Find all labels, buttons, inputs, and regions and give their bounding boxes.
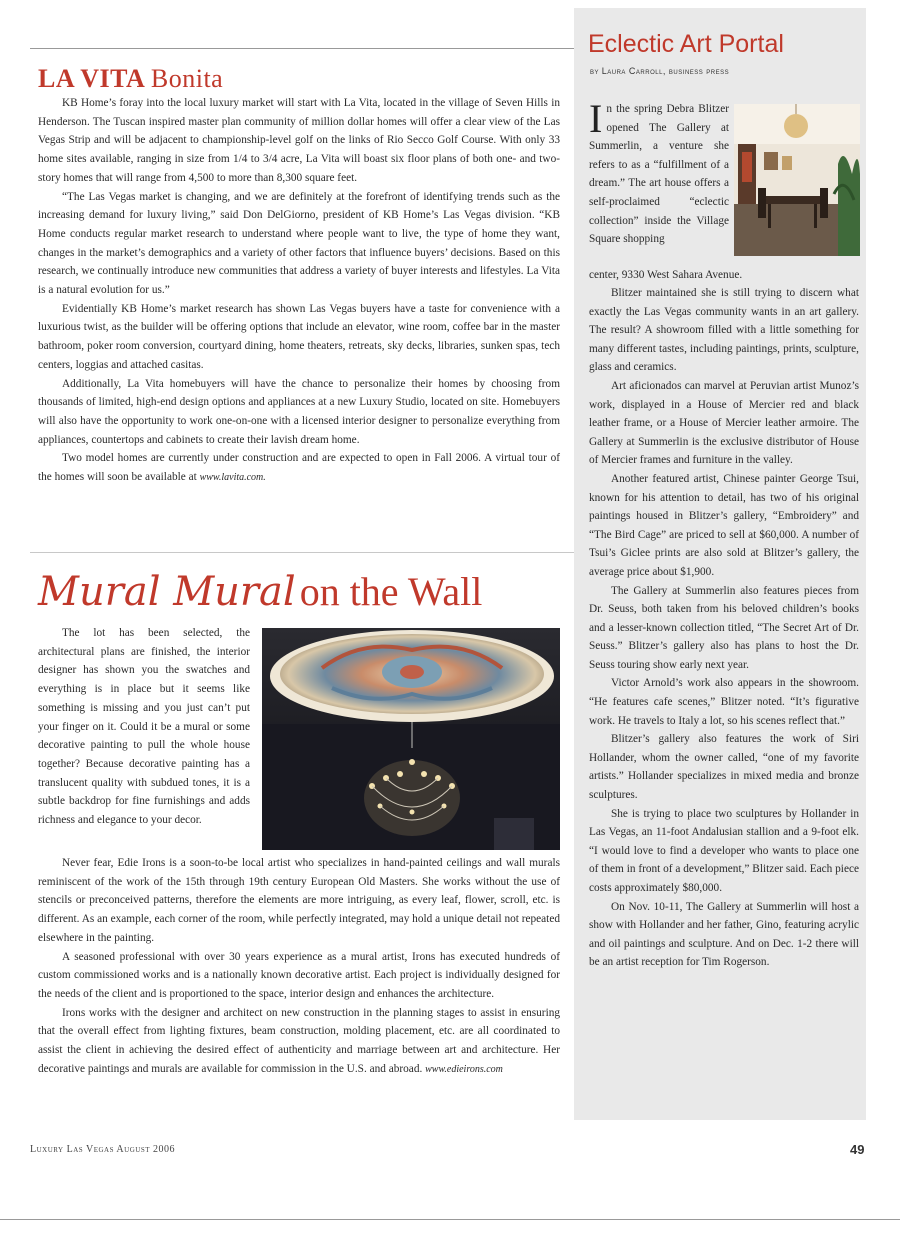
gallery-interior-photo bbox=[734, 104, 860, 256]
portal-intro-paragraph bbox=[589, 96, 729, 249]
section-divider bbox=[30, 552, 590, 553]
lavita-paragraph-last bbox=[38, 449, 560, 487]
drop-cap: I bbox=[589, 96, 603, 141]
portal-paragraph: Blitzer maintained she is still trying to discern what exactly the Las Vegas community wants in an art gallery. The result? A showroom filled with a little something for many different tastes, including paintings, prints, sculpture, glass and ceramics. bbox=[589, 287, 859, 374]
footer-publication: Luxury Las Vegas August 2006 bbox=[30, 1144, 175, 1155]
lavita-headline-bold: LA VITA bbox=[38, 64, 144, 93]
portal-article-body bbox=[589, 284, 859, 972]
lavita-paragraph: Additionally, La Vita homebuyers will have the chance to personalize their homes by choosing from thousands of limited, high-end design options and appliances at a new Luxury Studio, located on site. Homebuyers will also have the opportunity to work one-on-one with a licensed interior designer to personalize everything from appliances, countertops and cabinets to create their lavish dream home. bbox=[38, 377, 560, 446]
portal-byline bbox=[590, 66, 729, 76]
byline-prefix: by bbox=[590, 66, 600, 76]
lavita-headline-thin: Bonita bbox=[150, 64, 224, 93]
portal-intro-text: n the spring Debra Blitzer opened The Gallery at Summerlin, a venture she refers to as a “fulfillment of a dream.” The art house offers a self-proclaimed “eclectic collection” inside the Village Square shopping bbox=[589, 103, 729, 246]
lavita-paragraph: Evidentially KB Home’s market research has shown Las Vegas buyers have a taste for convenience with a luxurious twist, as the builder will be offering options that include an elevator, wine room, coffee bar in the master bathroom, poker room conversion, courtyard dining, home theaters, retreats, sky decks, libraries, sunken spas, tech centers, loggias and attached casitas. bbox=[38, 302, 560, 371]
mural-url-link[interactable]: www.edieirons.com bbox=[425, 1063, 503, 1075]
mural-intro-column bbox=[38, 624, 250, 830]
ceiling-mural-photo bbox=[262, 628, 560, 850]
lavita-last-text: Two model homes are currently under construction and are expected to open in Fall 2006. A virtual tour of the homes will soon be available at bbox=[38, 452, 560, 484]
portal-paragraph: On Nov. 10-11, The Gallery at Summerlin will host a show with Hollander and her father, Gino, featuring acrylic and oil paintings and sculpture. And on Dec. 1-2 there will be an artist reception for Tim Rogerson. bbox=[589, 900, 859, 969]
gallery-interior-illustration bbox=[734, 104, 860, 256]
mural-intro-paragraph: The lot has been selected, the architectural plans are finished, the interior designer has shown you the swatches and everything is in place but it seems like something is missing and you just can’t put your finger on it. Could it be a mural or some decorative painting to pull the whole house together? Because decorative painting has a translucent quality with subdued tones, it is a subtle backdrop for fine furnishings and adds richness and elegance to your decor. bbox=[38, 627, 250, 827]
portal-intro-tail bbox=[589, 266, 859, 285]
portal-intro bbox=[589, 96, 729, 249]
mural-headline-script: Mural Mural bbox=[38, 569, 296, 615]
portal-paragraph: The Gallery at Summerlin also features pieces from Dr. Seuss, both taken from his beloved children’s books and a lesser-known collection titled, “The Secret Art of Dr. Seuss.” Blitzer’s gallery also has plans to host the Dr. Seuss touring show early next year. bbox=[589, 584, 859, 671]
mural-headline-plain: on the Wall bbox=[299, 569, 483, 614]
portal-paragraph: Another featured artist, Chinese painter George Tsui, known for his attention to detail, has two of his original paintings housed in Blitzer’s gallery, “Embroidery” and “The Bird Cage” are priced to sell at $60,000. A number of Tsui’s Giclee prints are also sold at Blitzer’s gallery, the average price about $1,900. bbox=[589, 472, 859, 578]
bottom-rule bbox=[0, 1219, 900, 1220]
top-rule bbox=[30, 48, 578, 49]
byline-name: Laura Carroll, business press bbox=[601, 66, 730, 76]
lavita-headline bbox=[38, 64, 223, 94]
portal-paragraph: Victor Arnold’s work also appears in the showroom. “He features cafe scenes,” Blitzer noted. “It’s figurative work. He travels to Italy a lot, so his scenes reflect that.” bbox=[589, 677, 859, 727]
mural-last-text: Irons works with the designer and architect on new construction in the planning stages to assist in ensuring that the overall effect from lighting fixtures, beam construction, molding placement, etc. are all coordinated to assist the client in achieving the desired effect of authenticity and marriage between art and architecture. Her decorative paintings and murals are available for commission in the U.S. and abroad. bbox=[38, 1006, 560, 1075]
portal-paragraph: Art aficionados can marvel at Peruvian artist Munoz’s work, displayed in a House of Mercier red and black leather frame, or a House of Mercier leather armoire. The Gallery at Summerlin is the exclusive distributor of House of Mercier frames and furniture in the valley. bbox=[589, 379, 859, 467]
mural-paragraph: Never fear, Edie Irons is a soon-to-be local artist who specializes in hand-painted ceilings and wall murals reminiscent of the work of the 15th through 19th century European Old Masters. She works without the use of stencils or preconceived patterns, therefore the elements are more intriguing, as every leaf, flower, scroll, etc. is different. As an example, each corner of the room, while perfectly integrated, may hold a unique detail not repeated elsewhere in the painting. bbox=[38, 857, 560, 944]
ceiling-mural-illustration bbox=[262, 628, 560, 850]
mural-article-body bbox=[38, 854, 560, 1079]
mural-paragraph-last bbox=[38, 1004, 560, 1080]
sidebar-panel bbox=[574, 8, 866, 1120]
lavita-article-body bbox=[38, 94, 560, 488]
lavita-paragraph: “The Las Vegas market is changing, and we are definitely at the forefront of identifying trends such as the increasing demand for luxury living,” said Don DelGiorno, president of KB Home’s Las Vegas division. “KB Home conducts regular market research to understand where people want to live, the type of home they want, changes in the market’s demographics and a variety of other factors that influence buyers’ decisions. Based on this research, we continually introduce new communities that address a variety of buyer interests and lifestyles. La Vita is a natural evolution for us.” bbox=[38, 190, 560, 297]
lavita-paragraph: KB Home’s foray into the local luxury market will start with La Vita, located in the village of Seven Hills in Henderson. The Tuscan inspired master plan community of million dollar homes will offer a clear view of the Las Vegas Strip and will be adjacent to championship-level golf on the links of Rio Secco Golf Course. With only 33 home sites available, ranging in size from 1/4 to 3/4 acre, La Vita will boast six floor plans of both one- and two-story homes that will range from 4,500 to more than 8,300 square feet. bbox=[38, 97, 560, 184]
lavita-url-link[interactable]: www.lavita.com. bbox=[199, 472, 266, 484]
footer-page-number: 49 bbox=[850, 1142, 865, 1157]
portal-paragraph: She is trying to place two sculptures by Hollander in Las Vegas, an 11-foot Andalusian stallion and a 9-foot elk. “I would love to find a developer who wants to place one of them in front of a development,” Blitzer said. Each piece costs approximately $80,000. bbox=[589, 807, 859, 894]
portal-intro-tail-text: center, 9330 West Sahara Avenue. bbox=[589, 269, 743, 281]
portal-paragraph: Blitzer’s gallery also features the work of Siri Hollander, whom the owner called, “one of my favorite artists.” Hollander specializes in mixed media and bronze sculptures. bbox=[589, 733, 859, 802]
mural-paragraph: A seasoned professional with over 30 years experience as a mural artist, Irons has executed hundreds of custom commissioned works and is a nationally known decorative artist. Each project is individually designed for the needs of the client and is proportioned to the space, interior design and enhances the architecture. bbox=[38, 950, 560, 1000]
portal-headline: Eclectic Art Portal bbox=[588, 30, 784, 58]
